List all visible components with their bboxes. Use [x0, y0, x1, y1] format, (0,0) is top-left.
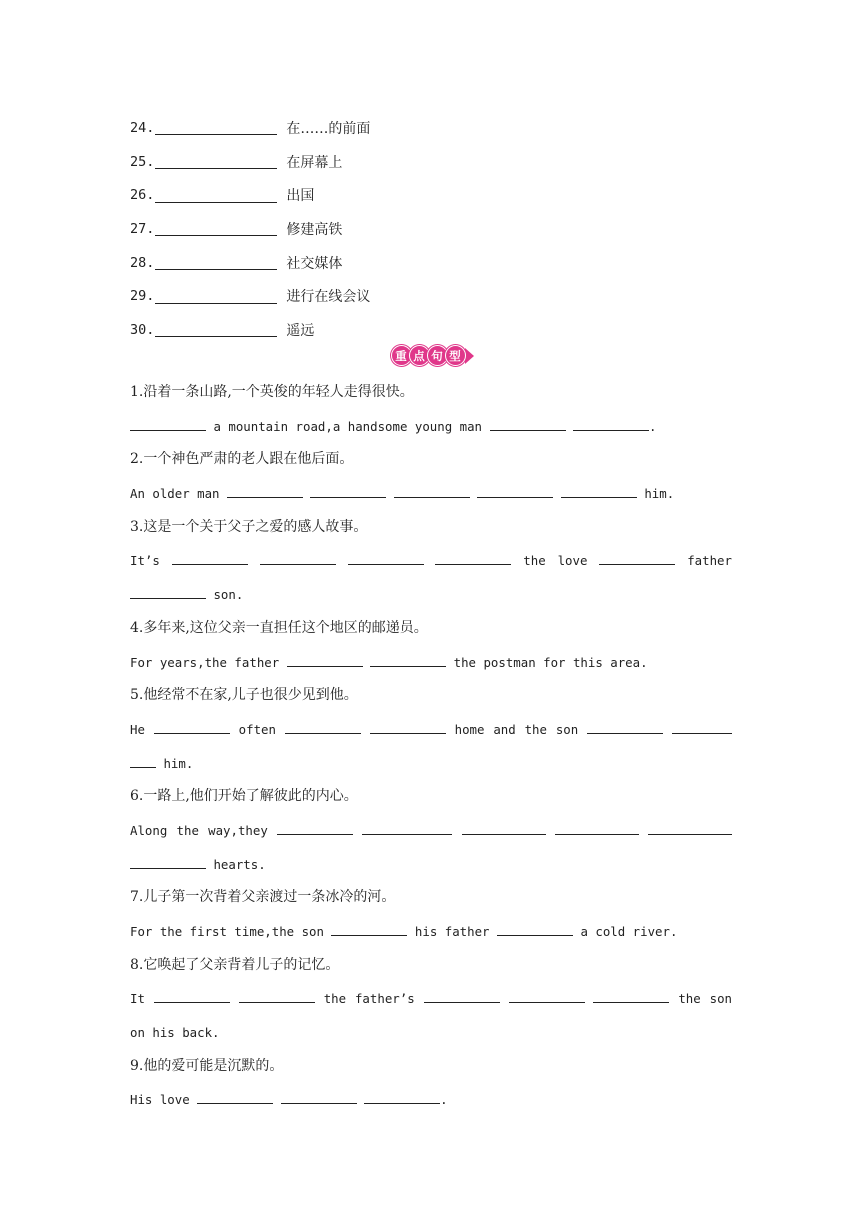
vocab-number: 30.	[130, 321, 155, 338]
sentence-text: the son	[678, 991, 733, 1007]
sentence-answer-line	[130, 915, 732, 949]
answer-blank[interactable]	[239, 989, 315, 1003]
answer-blank[interactable]	[587, 720, 663, 734]
sentence-text: on his back.	[130, 1025, 220, 1041]
key-sentences-banner	[391, 345, 474, 366]
sentence-text: son.	[213, 587, 244, 603]
sentence-answer-line	[130, 578, 732, 612]
vocab-item	[130, 178, 370, 212]
answer-blank[interactable]	[573, 417, 649, 431]
answer-blank[interactable]	[287, 653, 363, 667]
answer-blank[interactable]	[348, 551, 424, 565]
answer-blank[interactable]	[155, 188, 277, 203]
sentence-prompt: 1.沿着一条山路,一个英俊的年轻人走得很快。	[130, 384, 414, 400]
sentence-prompt: 7.儿子第一次背着父亲渡过一条冰冷的河。	[130, 889, 396, 906]
answer-blank[interactable]	[130, 855, 206, 869]
sentence-text: a cold river.	[580, 924, 678, 939]
vocab-meaning: 在屏幕上	[286, 154, 343, 171]
vocab-meaning: 遥远	[286, 322, 315, 339]
vocab-list	[130, 111, 370, 347]
sentence-text: him.	[163, 755, 194, 771]
answer-blank[interactable]	[370, 720, 446, 734]
sentence-text: his father	[414, 924, 490, 939]
answer-blank[interactable]	[593, 989, 669, 1003]
answer-blank[interactable]	[260, 551, 336, 565]
vocab-number: 29.	[130, 288, 155, 305]
answer-blank[interactable]	[285, 720, 361, 734]
vocab-meaning: 社交媒体	[286, 255, 343, 272]
sentence-text: It’s	[130, 553, 160, 569]
vocab-meaning: 出国	[286, 188, 315, 205]
answer-blank[interactable]	[331, 922, 407, 936]
answer-blank[interactable]	[370, 653, 446, 667]
answer-blank[interactable]	[155, 322, 277, 337]
answer-blank[interactable]	[281, 1090, 357, 1104]
sentence-text: the love	[523, 553, 588, 569]
sentence-answer-line	[130, 848, 732, 882]
sentence-list	[130, 376, 732, 1117]
sentence-text: father	[687, 553, 732, 569]
answer-blank[interactable]	[362, 821, 452, 835]
vocab-item	[130, 246, 370, 280]
answer-blank[interactable]	[155, 255, 277, 270]
sentence-answer-line	[130, 544, 732, 578]
sentence-text: .	[648, 418, 657, 434]
sentence-text: For the first time,the son	[130, 924, 324, 939]
answer-blank[interactable]	[130, 585, 206, 599]
answer-blank[interactable]	[555, 821, 639, 835]
answer-blank[interactable]	[509, 989, 585, 1003]
banner-arrow-icon	[465, 348, 474, 364]
sentence-answer-line	[130, 646, 732, 680]
sentence-text: An older man	[130, 486, 220, 502]
sentence-text: hearts.	[213, 856, 266, 872]
sentence-answer-line	[130, 713, 732, 747]
banner-char: 句	[427, 345, 448, 366]
vocab-item	[130, 279, 370, 313]
vocab-meaning: 进行在线会议	[286, 289, 371, 306]
answer-blank[interactable]	[561, 484, 637, 498]
vocab-meaning: 修建高铁	[286, 221, 343, 238]
sentence-text: often	[238, 721, 276, 737]
answer-blank[interactable]	[462, 821, 546, 835]
vocab-item	[130, 212, 370, 246]
sentence-text: the postman for this area.	[453, 654, 648, 670]
sentence-answer-line	[130, 982, 732, 1016]
sentence-text: a mountain road,a handsome young man	[213, 418, 483, 434]
answer-blank[interactable]	[130, 754, 156, 768]
answer-blank[interactable]	[155, 289, 277, 304]
sentence-prompt: 3.这是一个关于父子之爱的感人故事。	[130, 518, 368, 535]
answer-blank[interactable]	[172, 551, 248, 565]
vocab-number: 25.	[130, 153, 155, 170]
sentence-prompt: 4.多年来,这位父亲一直担任这个地区的邮递员。	[130, 619, 428, 636]
banner-char: 点	[409, 345, 430, 366]
vocab-item	[130, 145, 370, 179]
vocab-item	[130, 313, 370, 347]
answer-blank[interactable]	[435, 551, 511, 565]
answer-blank[interactable]	[599, 551, 675, 565]
banner-char: 型	[445, 345, 466, 366]
vocab-number: 26.	[130, 187, 155, 204]
answer-blank[interactable]	[154, 989, 230, 1003]
answer-blank[interactable]	[130, 417, 206, 431]
sentence-text: the father’s	[323, 991, 415, 1007]
answer-blank[interactable]	[227, 484, 303, 498]
vocab-number: 24.	[130, 119, 155, 136]
vocab-meaning: 在……的前面	[286, 120, 371, 137]
vocab-item	[130, 111, 370, 145]
answer-blank[interactable]	[197, 1090, 273, 1104]
answer-blank[interactable]	[310, 484, 386, 498]
sentence-text: him.	[644, 486, 675, 502]
answer-blank[interactable]	[155, 120, 277, 135]
sentence-prompt: 5.他经常不在家,儿子也很少见到他。	[130, 687, 358, 704]
answer-blank[interactable]	[155, 154, 277, 169]
vocab-number: 28.	[130, 254, 155, 271]
sentence-text: Along the way,they	[130, 822, 268, 838]
sentence-answer-line	[130, 747, 732, 781]
sentence-text: .	[440, 1092, 448, 1108]
sentence-answer-line	[130, 410, 732, 444]
sentence-prompt: 2.一个神色严肃的老人跟在他后面。	[130, 451, 354, 468]
answer-blank[interactable]	[155, 221, 277, 236]
answer-blank[interactable]	[497, 922, 573, 936]
vocab-number: 27.	[130, 220, 155, 237]
answer-blank[interactable]	[477, 484, 553, 498]
sentence-text: He	[130, 721, 145, 737]
sentence-prompt: 8.它唤起了父亲背着儿子的记忆。	[130, 956, 340, 973]
answer-blank[interactable]	[364, 1090, 440, 1104]
sentence-prompt: 6.一路上,他们开始了解彼此的内心。	[130, 788, 358, 805]
sentence-prompt: 9.他的爱可能是沉默的。	[130, 1057, 284, 1074]
section-header	[0, 345, 860, 366]
sentence-text: His love	[130, 1092, 190, 1108]
sentence-answer-line	[130, 814, 732, 848]
sentence-text: home and the son	[454, 721, 579, 737]
sentence-answer-line	[130, 477, 732, 511]
sentence-answer-line	[130, 1083, 732, 1117]
answer-blank[interactable]	[277, 821, 353, 835]
answer-blank[interactable]	[490, 417, 566, 431]
answer-blank[interactable]	[648, 821, 732, 835]
answer-blank[interactable]	[154, 720, 230, 734]
answer-blank[interactable]	[424, 989, 500, 1003]
banner-char: 重	[391, 345, 412, 366]
answer-blank[interactable]	[672, 720, 732, 734]
sentence-text: For years,the father	[130, 654, 280, 670]
answer-blank[interactable]	[394, 484, 470, 498]
sentence-answer-line	[130, 1016, 732, 1050]
sentence-text: It	[130, 991, 145, 1007]
